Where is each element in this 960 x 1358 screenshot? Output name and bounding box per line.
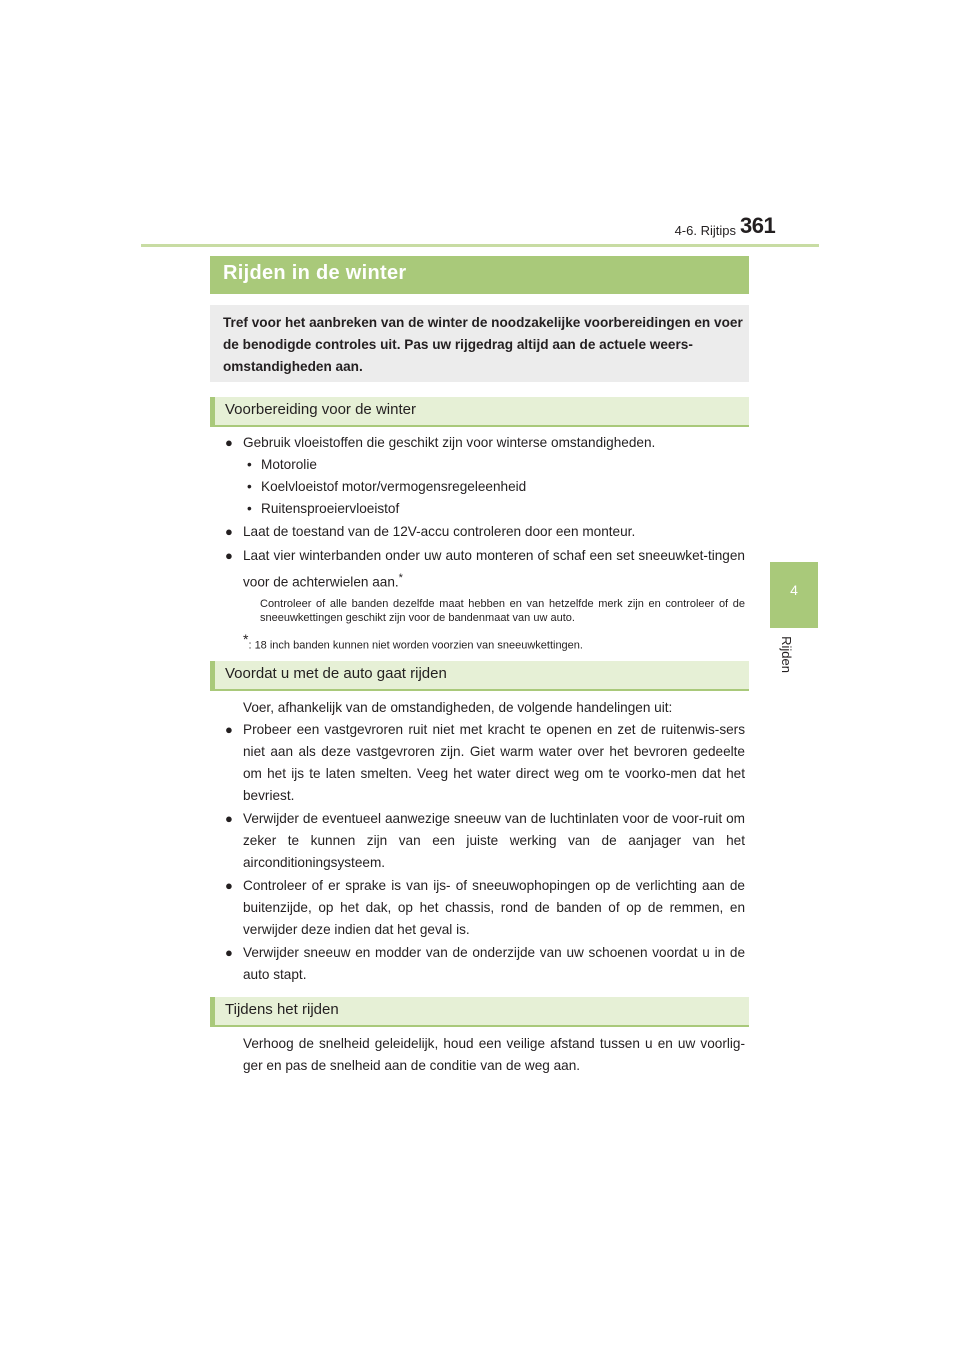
- section-heading-text: Voordat u met de auto gaat rijden: [225, 665, 447, 682]
- dot-icon: •: [247, 501, 252, 516]
- section-heading-text: Tijdens het rijden: [225, 1001, 339, 1018]
- page-title-bar: [210, 256, 749, 294]
- list-item: [225, 521, 745, 543]
- fluid-item: [247, 498, 399, 520]
- bullet-icon: ●: [225, 524, 233, 539]
- page-number: 361: [740, 213, 776, 238]
- list-item-text: Probeer een vastgevroren ruit niet met kracht te openen en zet de ruitenwis-sers niet aan als deze vastgevroren zijn. Giet warm water over het bevroren gedeelte om het ijs te laten smelten. Veeg het water direct weg om te voorko-men dat het bevriest.: [243, 722, 745, 803]
- fluid-text: Motorolie: [261, 457, 317, 472]
- intro-box: [210, 305, 749, 382]
- fluid-item: [247, 476, 526, 498]
- list-item-text: Verwijder sneeuw en modder van de onderzijde van uw schoenen voordat u in de auto stapt.: [243, 945, 745, 982]
- section-heading-text: Voorbereiding voor de winter: [225, 401, 416, 418]
- lead-text: Voer, afhankelijk van de omstandigheden, de volgende handelingen uit:: [243, 700, 673, 715]
- list-item: [225, 942, 745, 986]
- bullet-icon: ●: [225, 811, 233, 826]
- bullet-icon: ●: [225, 548, 233, 563]
- header-rule: [141, 244, 819, 247]
- fluid-item: [247, 454, 317, 476]
- section-heading-preparation: [210, 397, 749, 427]
- list-item-text: Verwijder de eventueel aanwezige sneeuw van de luchtinlaten voor de voor-ruit om zeker te kunnen zijn van een juiste werking van de aanjager van het airconditioningsysteem.: [243, 811, 745, 870]
- footnote-text: : 18 inch banden kunnen niet worden voorzien van sneeuwkettingen.: [248, 639, 583, 652]
- note-text: Controleer of alle banden dezelfde maat hebben en van hetzelfde merk zijn en controleer of de sneeuwkettingen geschikt zijn voor de bandenmaat van uw auto.: [260, 598, 745, 624]
- footnote-marker: *: [398, 572, 403, 584]
- list-item: [225, 875, 745, 941]
- bullet-icon: ●: [225, 945, 233, 960]
- fluid-text: Koelvloeistof motor/vermogensregeleenheid: [261, 479, 527, 494]
- list-item: [225, 808, 745, 874]
- bullet-icon: ●: [225, 878, 233, 893]
- footnote: [243, 632, 583, 653]
- chapter-label-text: Rijden: [778, 636, 794, 673]
- list-item: [225, 545, 745, 594]
- fluid-text: Ruitensproeiervloeistof: [261, 501, 400, 516]
- intro-text: Tref voor het aanbreken van de winter de noodzakelijke voorbereidingen en voer de benodigde controles uit. Pas uw rijgedrag altijd aan de actuele weers-omstandigheden aan.: [223, 315, 743, 374]
- dot-icon: •: [247, 457, 252, 472]
- footnote-marker: *: [243, 631, 249, 647]
- list-item-text: Laat vier winterbanden onder uw auto monteren of schaf een set sneeuwket-tingen voor de achterwielen aan.: [243, 548, 745, 590]
- chapter-label: [775, 629, 813, 679]
- list-item-text: Gebruik vloeistoffen die geschikt zijn voor winterse omstandigheden.: [243, 435, 656, 450]
- bullet-icon: ●: [225, 722, 233, 737]
- list-item-text: Controleer of er sprake is van ijs- of sneeuwophopingen op de verlichting aan de buitenzijde, op het dak, op het chassis, rond de banden of op de remmen, en verwijder deze indien dat het geval is.: [243, 878, 745, 937]
- section-label: 4-6. Rijtips: [674, 223, 736, 238]
- chapter-number: 4: [790, 582, 798, 598]
- bullet-icon: ●: [225, 435, 233, 450]
- body-text: Verhoog de snelheid geleidelijk, houd een veilige afstand tussen u en uw voorlig-ger en pas de snelheid aan de conditie van de weg aan.: [243, 1036, 745, 1073]
- page-title: Rijden in de winter: [223, 262, 407, 284]
- section-heading-before-driving: [210, 661, 749, 691]
- list-item: [225, 432, 745, 454]
- section-heading-while-driving: [210, 997, 749, 1027]
- dot-icon: •: [247, 479, 252, 494]
- list-item: [225, 719, 745, 807]
- list-item-text: Laat de toestand van de 12V-accu controleren door een monteur.: [243, 524, 636, 539]
